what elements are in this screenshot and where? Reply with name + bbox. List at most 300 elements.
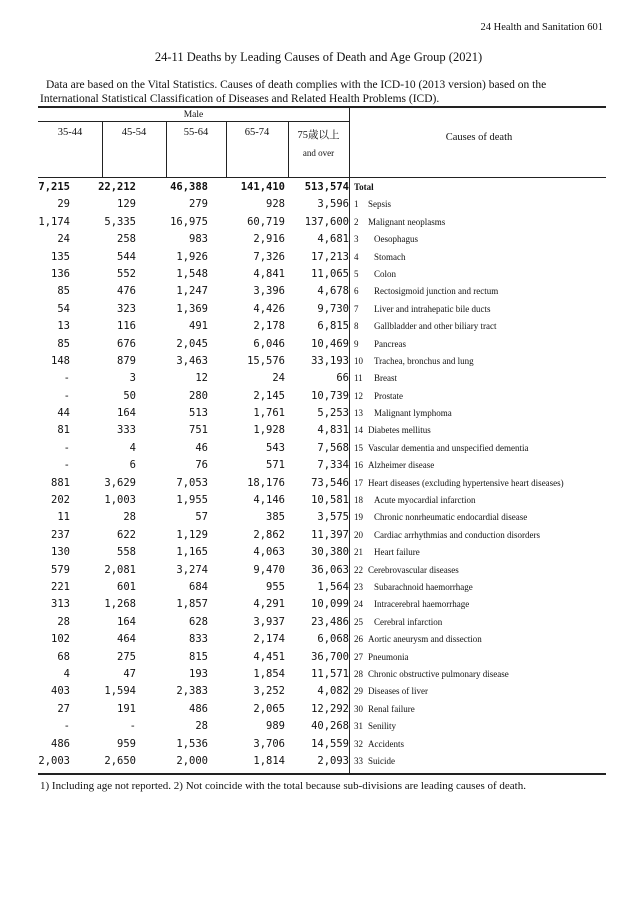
table-cell: 7,053 <box>176 476 208 489</box>
cause-number: 28 <box>354 668 363 679</box>
table-cell: 24 <box>272 372 285 385</box>
cause-cell <box>354 475 606 492</box>
table-row <box>38 388 606 405</box>
table-cell: 464 <box>117 633 136 646</box>
cause-cell <box>354 457 606 474</box>
cause-cell <box>354 509 606 526</box>
cause-cell <box>354 631 606 648</box>
table-cell: 50 <box>123 389 136 402</box>
table-cell: - <box>63 441 70 454</box>
table-cell: 3,396 <box>253 285 285 298</box>
cause-label: Pancreas <box>374 338 406 349</box>
table-cell: 684 <box>189 580 208 593</box>
table-row <box>38 231 606 248</box>
table-row <box>38 405 606 422</box>
table-row <box>38 214 606 231</box>
cause-label: Intracerebral haemorrhage <box>374 599 470 610</box>
table-row <box>38 440 606 457</box>
table-cell: - <box>63 389 70 402</box>
table-cell: 1,129 <box>176 528 208 541</box>
table-cell: 4,678 <box>317 285 349 298</box>
table-cell: 23,486 <box>311 615 349 628</box>
table-cell: 571 <box>266 459 285 472</box>
table-cell: 280 <box>189 389 208 402</box>
male-group-label: Male <box>183 110 204 120</box>
table-cell: 2,916 <box>253 233 285 246</box>
table-cell: 4,082 <box>317 685 349 698</box>
table-row <box>38 283 606 300</box>
cause-number: 33 <box>354 755 363 766</box>
table-cell: 24 <box>57 233 70 246</box>
cause-number: 25 <box>354 616 363 627</box>
table-row <box>38 683 606 700</box>
table-row <box>38 509 606 526</box>
table-cell: 543 <box>266 441 285 454</box>
table-cell: - <box>63 459 70 472</box>
table-cell: 1,369 <box>176 302 208 315</box>
data-note: Data are based on the Vital Statistics. Causes of death complies with the ICD-10 (2013 version) based on the International Statistical Classification of Diseases and Related Health Problems (ICD). <box>40 79 547 105</box>
table-cell: 130 <box>51 546 70 559</box>
cause-label: Heart diseases (excluding hypertensive heart diseases) <box>368 477 564 488</box>
table-cell: 4,841 <box>253 267 285 280</box>
table-cell: 36,700 <box>311 650 349 663</box>
table-cell: 11 <box>57 511 70 524</box>
table-cell: 2,383 <box>176 685 208 698</box>
male-group-rule <box>38 121 349 122</box>
cause-number: 2 <box>354 216 359 227</box>
table-cell: 4,831 <box>317 424 349 437</box>
table-row <box>38 666 606 683</box>
cause-cell <box>354 318 606 335</box>
cause-cell <box>354 736 606 753</box>
cause-label: Prostate <box>374 390 403 401</box>
table-row <box>38 649 606 666</box>
cause-cell <box>354 405 606 422</box>
cause-cell <box>354 214 606 231</box>
column-header-45-54: 45-54 <box>121 127 147 138</box>
table-cell: 76 <box>195 459 208 472</box>
table-cell: 28 <box>123 511 136 524</box>
cause-label: Accidents <box>368 738 404 749</box>
table-cell: 552 <box>117 267 136 280</box>
table-row <box>38 631 606 648</box>
column-header-65-74: 65-74 <box>244 127 270 138</box>
table-cell: 628 <box>189 615 208 628</box>
table-cell: 6 <box>129 459 136 472</box>
table-cell: 1,003 <box>104 494 136 507</box>
cause-number: 5 <box>354 268 359 279</box>
cause-label: Suicide <box>368 755 395 766</box>
table-cell: 85 <box>57 337 70 350</box>
cause-label: Chronic obstructive pulmonary disease <box>368 668 509 679</box>
total-cell: 22,212 <box>98 181 136 193</box>
table-cell: 193 <box>189 667 208 680</box>
table-cell: 7,334 <box>317 459 349 472</box>
table-row <box>38 701 606 718</box>
table-cell: 129 <box>117 198 136 211</box>
cause-label: Chronic nonrheumatic endocardial disease <box>374 512 528 523</box>
cause-label: Subarachnoid haemorrhage <box>374 581 473 592</box>
cause-cell <box>354 283 606 300</box>
footnote: 1) Including age not reported. 2) Not coincide with the total because sub-divisions are leading causes of death. <box>40 780 526 792</box>
cause-cell <box>354 614 606 631</box>
cause-number: 19 <box>354 512 363 523</box>
table-cell: 15,576 <box>247 354 285 367</box>
table-cell: 4,146 <box>253 494 285 507</box>
table-row <box>38 266 606 283</box>
table-cell: 54 <box>57 302 70 315</box>
cause-number: 21 <box>354 547 363 558</box>
table-cell: 47 <box>123 667 136 680</box>
table-row <box>38 492 606 509</box>
table-cell: 879 <box>117 354 136 367</box>
table-cell: 9,470 <box>253 563 285 576</box>
table-cell: 2,003 <box>38 754 70 767</box>
table-cell: 1,268 <box>104 598 136 611</box>
cause-label: Breast <box>374 373 397 384</box>
cause-label: Liver and intrahepatic bile ducts <box>374 303 491 314</box>
cause-cell <box>354 231 606 248</box>
cause-number: 26 <box>354 634 363 645</box>
cause-cell <box>354 422 606 439</box>
table-cell: 4,426 <box>253 302 285 315</box>
table-cell: 881 <box>51 476 70 489</box>
table-cell: 10,469 <box>311 337 349 350</box>
table-row <box>38 579 606 596</box>
table-cell: 513 <box>189 407 208 420</box>
table-row <box>38 718 606 735</box>
table-cell: 2,650 <box>104 754 136 767</box>
table-cell: 1,548 <box>176 267 208 280</box>
cause-number: 31 <box>354 721 363 732</box>
table-cell: 73,546 <box>311 476 349 489</box>
table-row <box>38 527 606 544</box>
cause-number: 13 <box>354 408 363 419</box>
cause-label: Cerebrovascular diseases <box>368 564 459 575</box>
table-cell: 68 <box>57 650 70 663</box>
page-title: 24-11 Deaths by Leading Causes of Death and Age Group (2021) <box>154 50 483 64</box>
table-row <box>38 562 606 579</box>
cause-number: 23 <box>354 581 363 592</box>
table-cell: 148 <box>51 354 70 367</box>
table-cell: 10,099 <box>311 598 349 611</box>
table-cell: 258 <box>117 233 136 246</box>
table-cell: 983 <box>189 233 208 246</box>
cause-label: Heart failure <box>374 547 420 558</box>
cause-label: Aortic aneurysm and dissection <box>368 634 482 645</box>
table-cell: 6,046 <box>253 337 285 350</box>
cause-cell <box>354 666 606 683</box>
table-cell: 2,145 <box>253 389 285 402</box>
causes-of-death-header: Causes of death <box>445 132 513 143</box>
table-cell: 313 <box>51 598 70 611</box>
cause-cell <box>354 370 606 387</box>
table-body <box>38 179 606 770</box>
cause-label: Stomach <box>374 251 406 262</box>
cause-number: 15 <box>354 442 363 453</box>
table-cell: 17,213 <box>311 250 349 263</box>
cause-cell <box>354 683 606 700</box>
table-cell: 237 <box>51 528 70 541</box>
table-cell: 3,274 <box>176 563 208 576</box>
table-row <box>38 422 606 439</box>
cause-number: 30 <box>354 703 363 714</box>
table-cell: 2,862 <box>253 528 285 541</box>
cause-label: Acute myocardial infarction <box>374 495 476 506</box>
cause-number: 1 <box>354 199 359 210</box>
cause-cell <box>354 336 606 353</box>
cause-number: 3 <box>354 234 359 245</box>
table-cell: 385 <box>266 511 285 524</box>
table-cell: 1,536 <box>176 737 208 750</box>
table-row <box>38 736 606 753</box>
cause-number: 22 <box>354 564 363 575</box>
table-cell: 476 <box>117 285 136 298</box>
table-cell: 66 <box>336 372 349 385</box>
table-cell: 46 <box>195 441 208 454</box>
table-cell: 3,596 <box>317 198 349 211</box>
table-cell: 102 <box>51 633 70 646</box>
cause-cell <box>354 440 606 457</box>
table-row <box>38 249 606 266</box>
table-cell: 81 <box>57 424 70 437</box>
cause-label: Senility <box>368 721 397 732</box>
table-cell: 137,600 <box>304 215 349 228</box>
table-cell: 136 <box>51 267 70 280</box>
table-cell: 4 <box>129 441 136 454</box>
total-cell: 7,215 <box>38 181 70 193</box>
table-cell: 1,594 <box>104 685 136 698</box>
table-cell: 10,581 <box>311 494 349 507</box>
table-cell: 833 <box>189 633 208 646</box>
cause-cell <box>354 544 606 561</box>
table-cell: 579 <box>51 563 70 576</box>
cause-cell <box>354 266 606 283</box>
cause-label: Renal failure <box>368 703 415 714</box>
table-cell: 11,397 <box>311 528 349 541</box>
table-cell: 28 <box>195 720 208 733</box>
table-cell: 57 <box>195 511 208 524</box>
table-cell: 85 <box>57 285 70 298</box>
table-cell: 486 <box>51 737 70 750</box>
table-cell: 275 <box>117 650 136 663</box>
cause-number: 8 <box>354 321 359 332</box>
cause-number: 27 <box>354 651 363 662</box>
table-cell: 1,926 <box>176 250 208 263</box>
table-cell: 27 <box>57 702 70 715</box>
total-label: Total <box>354 182 374 192</box>
table-cell: 928 <box>266 198 285 211</box>
column-header-35-44: 35-44 <box>57 127 83 138</box>
cause-number: 24 <box>354 599 363 610</box>
table-cell: - <box>63 720 70 733</box>
table-cell: 3,937 <box>253 615 285 628</box>
table-cell: 14,559 <box>311 737 349 750</box>
cause-label: Sepsis <box>368 199 392 210</box>
cause-cell <box>354 649 606 666</box>
table-cell: 751 <box>189 424 208 437</box>
table-cell: 40,268 <box>311 720 349 733</box>
table-cell: 4,291 <box>253 598 285 611</box>
table-cell: 116 <box>117 320 136 333</box>
cause-number: 11 <box>354 373 363 384</box>
cause-number: 9 <box>354 338 359 349</box>
table-cell: 164 <box>117 615 136 628</box>
table-cell: 3,463 <box>176 354 208 367</box>
table-cell: 3 <box>129 372 136 385</box>
table-cell: 1,564 <box>317 580 349 593</box>
table-cell: 1,761 <box>253 407 285 420</box>
cause-label: Cardiac arrhythmias and conduction disorders <box>374 529 540 540</box>
table-row <box>38 475 606 492</box>
table-cell: 2,065 <box>253 702 285 715</box>
table-cell: - <box>129 720 136 733</box>
cause-label: Malignant neoplasms <box>368 216 446 227</box>
table-cell: 33,193 <box>311 354 349 367</box>
table-cell: 989 <box>266 720 285 733</box>
cause-label: Vascular dementia and unspecified dementia <box>368 442 529 453</box>
table-cell: 558 <box>117 546 136 559</box>
table-cell: 164 <box>117 407 136 420</box>
cause-number: 18 <box>354 495 363 506</box>
table-cell: 9,730 <box>317 302 349 315</box>
table-cell: 403 <box>51 685 70 698</box>
cause-label: Pneumonia <box>368 651 409 662</box>
cause-number: 20 <box>354 529 363 540</box>
cause-label: Trachea, bronchus and lung <box>374 355 474 366</box>
table-cell: 815 <box>189 650 208 663</box>
cause-rows <box>38 196 606 770</box>
cause-label: Diseases of liver <box>368 686 428 697</box>
table-cell: 44 <box>57 407 70 420</box>
cause-label: Malignant lymphoma <box>374 408 452 419</box>
table-cell: 333 <box>117 424 136 437</box>
table-cell: 191 <box>117 702 136 715</box>
cause-number: 4 <box>354 251 359 262</box>
table-bottom-rule <box>38 773 606 775</box>
table-cell: 2,000 <box>176 754 208 767</box>
table-cell: 16,975 <box>170 215 208 228</box>
cause-cell <box>354 196 606 213</box>
cause-cell <box>354 301 606 318</box>
table-cell: 544 <box>117 250 136 263</box>
table-cell: - <box>63 372 70 385</box>
table-cell: 4,681 <box>317 233 349 246</box>
cause-label: Colon <box>374 268 397 279</box>
column-header-75-over: 75歳以上 <box>297 130 340 141</box>
cause-number: 17 <box>354 477 363 488</box>
table-cell: 12,292 <box>311 702 349 715</box>
table-cell: 2,081 <box>104 563 136 576</box>
table-cell: 28 <box>57 615 70 628</box>
cause-cell <box>354 492 606 509</box>
table-cell: 4,063 <box>253 546 285 559</box>
table-cell: 36,063 <box>311 563 349 576</box>
table-cell: 6,815 <box>317 320 349 333</box>
cause-cell <box>354 527 606 544</box>
table-cell: 30,380 <box>311 546 349 559</box>
cause-number: 16 <box>354 460 363 471</box>
table-cell: 221 <box>51 580 70 593</box>
table-cell: 1,814 <box>253 754 285 767</box>
cause-label: Rectosigmoid junction and rectum <box>374 286 499 297</box>
table-cell: 959 <box>117 737 136 750</box>
table-cell: 279 <box>189 198 208 211</box>
cause-cell <box>354 579 606 596</box>
table-cell: 3,629 <box>104 476 136 489</box>
table-cell: 18,176 <box>247 476 285 489</box>
table-cell: 2,093 <box>317 754 349 767</box>
table-cell: 486 <box>189 702 208 715</box>
cause-cell <box>354 718 606 735</box>
cause-cell <box>354 249 606 266</box>
table-cell: 11,065 <box>311 267 349 280</box>
cause-number: 10 <box>354 355 363 366</box>
cause-cell <box>354 353 606 370</box>
table-cell: 7,568 <box>317 441 349 454</box>
total-row <box>38 179 606 196</box>
column-header-75-over-sub: and over <box>302 148 335 158</box>
table-cell: 3,706 <box>253 737 285 750</box>
table-row <box>38 336 606 353</box>
cause-cell <box>354 753 606 770</box>
table-cell: 323 <box>117 302 136 315</box>
table-row <box>38 753 606 770</box>
table-cell: 1,854 <box>253 667 285 680</box>
table-row <box>38 596 606 613</box>
table-cell: 5,335 <box>104 215 136 228</box>
table-cell: 5,253 <box>317 407 349 420</box>
table-cell: 622 <box>117 528 136 541</box>
cause-number: 14 <box>354 425 363 436</box>
running-head: 24 Health and Sanitation 601 <box>480 22 603 33</box>
table-cell: 13 <box>57 320 70 333</box>
cause-label: Alzheimer disease <box>368 460 435 471</box>
table-top-rule <box>38 106 606 108</box>
table-cell: 4,451 <box>253 650 285 663</box>
table-cell: 2,178 <box>253 320 285 333</box>
cause-cell <box>354 562 606 579</box>
table-row <box>38 457 606 474</box>
header-bottom-rule <box>38 177 606 178</box>
table-cell: 11,571 <box>311 667 349 680</box>
table-cell: 2,045 <box>176 337 208 350</box>
cause-cell <box>354 596 606 613</box>
cause-label: Gallbladder and other biliary tract <box>374 321 497 332</box>
table-cell: 1,928 <box>253 424 285 437</box>
table-row <box>38 544 606 561</box>
total-cell: 513,574 <box>304 181 349 193</box>
cause-number: 6 <box>354 286 359 297</box>
table-cell: 12 <box>195 372 208 385</box>
table-cell: 4 <box>63 667 70 680</box>
table-cell: 1,247 <box>176 285 208 298</box>
table-row <box>38 370 606 387</box>
table-cell: 29 <box>57 198 70 211</box>
table-cell: 6,068 <box>317 633 349 646</box>
total-cell: 141,410 <box>240 181 285 193</box>
column-header-55-64: 55-64 <box>183 127 209 138</box>
table-cell: 7,326 <box>253 250 285 263</box>
cause-number: 29 <box>354 686 363 697</box>
table-row <box>38 353 606 370</box>
cause-number: 12 <box>354 390 363 401</box>
table-cell: 491 <box>189 320 208 333</box>
cause-cell <box>354 701 606 718</box>
cause-cell <box>354 388 606 405</box>
table-cell: 601 <box>117 580 136 593</box>
cause-number: 7 <box>354 303 359 314</box>
